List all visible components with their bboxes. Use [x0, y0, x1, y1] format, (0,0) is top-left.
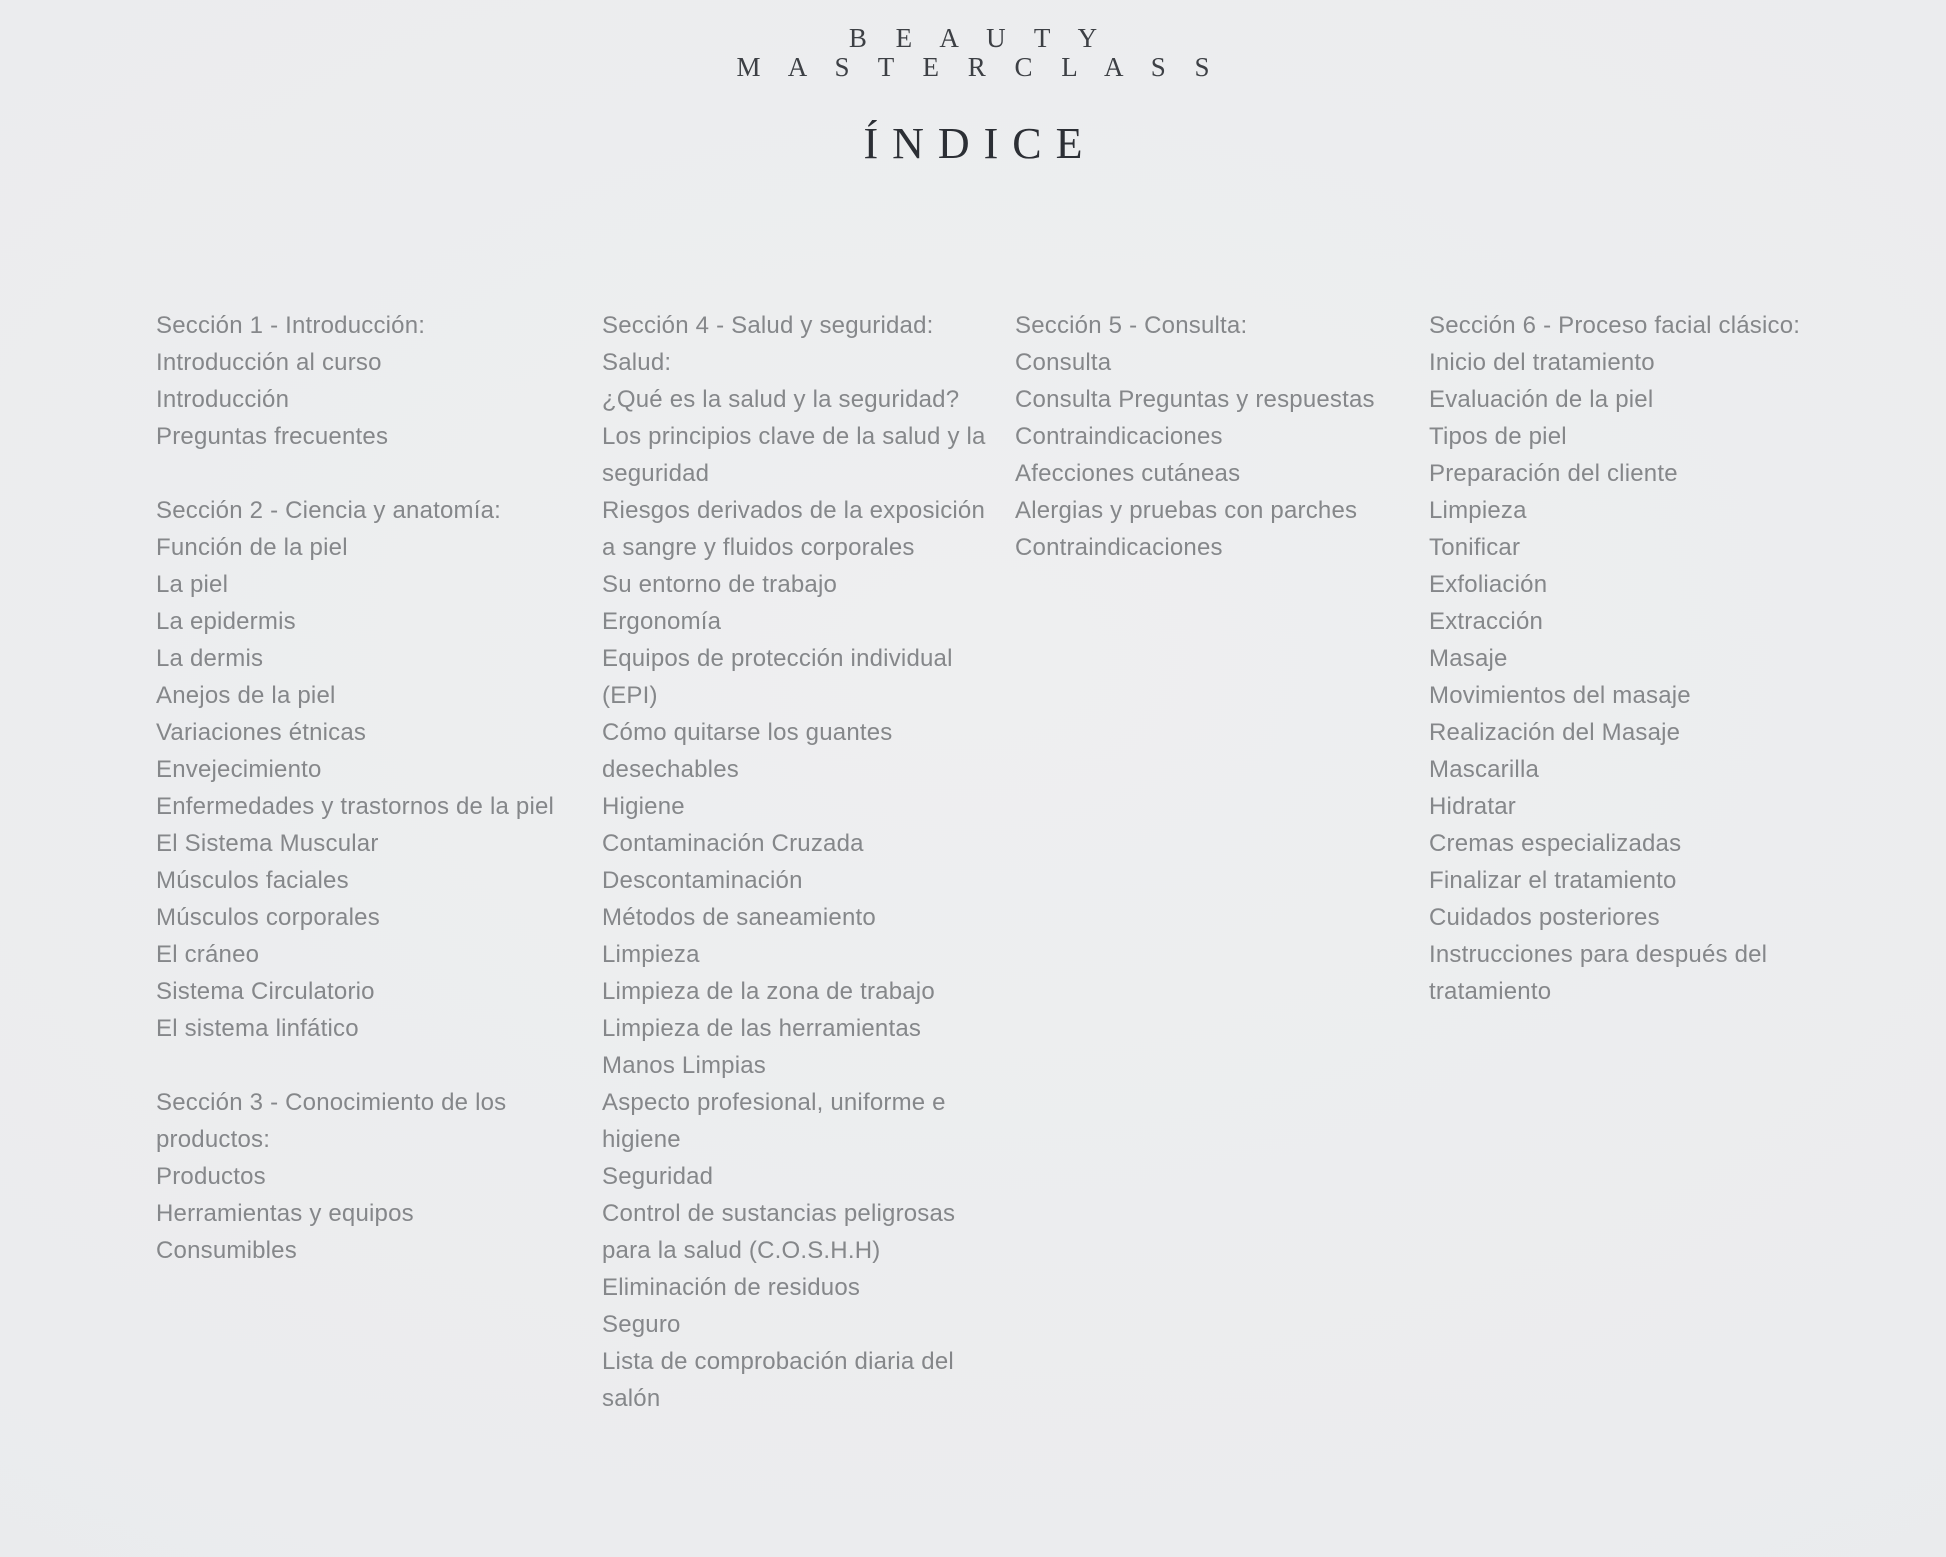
toc-section-heading: Sección 2 - Ciencia y anatomía: [156, 497, 502, 524]
toc-entry: Seguridad [602, 1163, 714, 1190]
toc-section [156, 307, 596, 455]
toc-section-heading: productos: [156, 1126, 271, 1153]
toc-entry: Limpieza de la zona de trabajo [602, 978, 935, 1005]
toc-entry: El cráneo [156, 941, 260, 968]
toc-entry: Contaminación Cruzada [602, 830, 864, 857]
toc-entry: Movimientos del masaje [1429, 682, 1691, 709]
toc-entry: Riesgos derivados de la exposición [602, 497, 986, 524]
toc-section-heading: Sección 3 - Conocimiento de los [156, 1089, 507, 1116]
toc-entry: Su entorno de trabajo [602, 571, 838, 598]
toc-entry: Los principios clave de la salud y la [602, 423, 986, 450]
toc-entry: ¿Qué es la salud y la seguridad? [602, 386, 960, 413]
toc-entry: Función de la piel [156, 534, 348, 561]
toc-entry: El Sistema Muscular [156, 830, 379, 857]
toc-section-heading: Sección 4 - Salud y seguridad: [602, 312, 934, 339]
toc-entry: Ergonomía [602, 608, 722, 635]
toc-entry: La piel [156, 571, 229, 598]
toc-entry: Cremas especializadas [1429, 830, 1682, 857]
toc-entry: Sistema Circulatorio [156, 978, 375, 1005]
toc-entry: Cómo quitarse los guantes [602, 719, 893, 746]
toc-section-heading: Sección 5 - Consulta: [1015, 312, 1248, 339]
toc-entry-continuation: (EPI) [602, 682, 658, 709]
toc-entry: Masaje [1429, 645, 1508, 672]
toc-entry: Instrucciones para después del [1429, 941, 1768, 968]
toc-section-heading: Sección 1 - Introducción: [156, 312, 426, 339]
toc-entry: Consulta Preguntas y respuestas [1015, 386, 1375, 413]
toc-entry-continuation: a sangre y fluidos corporales [602, 534, 915, 561]
toc-entry: Cuidados posteriores [1429, 904, 1660, 931]
toc-entry: Descontaminación [602, 867, 803, 894]
toc-entry: Variaciones étnicas [156, 719, 367, 746]
toc-entry: Evaluación de la piel [1429, 386, 1654, 413]
toc-column-3 [1015, 307, 1455, 566]
toc-entry: Tipos de piel [1429, 423, 1567, 450]
toc-entry: Manos Limpias [602, 1052, 767, 1079]
toc-entry: Inicio del tratamiento [1429, 349, 1655, 376]
toc-entry-continuation: seguridad [602, 460, 710, 487]
toc-entry: Músculos corporales [156, 904, 380, 931]
toc-column-4 [1429, 307, 1869, 1010]
toc-section-heading: Sección 6 - Proceso facial clásico: [1429, 312, 1801, 339]
toc-entry: Herramientas y equipos [156, 1200, 414, 1227]
toc-entry: Enfermedades y trastornos de la piel [156, 793, 555, 820]
toc-entry: Productos [156, 1163, 266, 1190]
toc-entry-continuation: salón [602, 1385, 661, 1412]
toc-section [1015, 307, 1455, 566]
toc-entry: Tonificar [1429, 534, 1521, 561]
toc-entry: Limpieza [602, 941, 700, 968]
toc-entry: Consulta [1015, 349, 1112, 376]
toc-entry-continuation: para la salud (C.O.S.H.H) [602, 1237, 881, 1264]
toc-section [602, 307, 1042, 1417]
toc-entry: Preguntas frecuentes [156, 423, 389, 450]
toc-entry: Aspecto profesional, uniforme e [602, 1089, 946, 1116]
toc-entry: Introducción [156, 386, 290, 413]
toc-section [156, 492, 596, 1047]
toc-section [1429, 307, 1869, 1010]
toc-entry-continuation: tratamiento [1429, 978, 1552, 1005]
brand-line-1: B E A U T Y [848, 23, 1109, 53]
toc-entry: Higiene [602, 793, 685, 820]
toc-entry: Lista de comprobación diaria del [602, 1348, 954, 1375]
toc-entry: Contraindicaciones [1015, 423, 1223, 450]
toc-entry: Salud: [602, 349, 672, 376]
toc-entry: Alergias y pruebas con parches [1015, 497, 1358, 524]
toc-entry: Preparación del cliente [1429, 460, 1678, 487]
toc-entry: Músculos faciales [156, 867, 349, 894]
toc-entry: Hidratar [1429, 793, 1516, 820]
toc-entry: Eliminación de residuos [602, 1274, 861, 1301]
page-title: ÍNDICE [863, 119, 1097, 168]
toc-column-1 [156, 307, 596, 1269]
toc-entry: Finalizar el tratamiento [1429, 867, 1677, 894]
toc-entry: Limpieza de las herramientas [602, 1015, 922, 1042]
brand-line-2: M A S T E R C L A S S [736, 52, 1221, 82]
toc-entry: La epidermis [156, 608, 296, 635]
toc-section [156, 1084, 596, 1269]
toc-entry-continuation: desechables [602, 756, 739, 783]
toc-entry: Mascarilla [1429, 756, 1540, 783]
toc-entry: Exfoliación [1429, 571, 1548, 598]
toc-entry: Seguro [602, 1311, 681, 1338]
toc-column-2 [602, 307, 1042, 1417]
toc-entry: Introducción al curso [156, 349, 382, 376]
toc-entry: Limpieza [1429, 497, 1527, 524]
toc-entry: La dermis [156, 645, 264, 672]
toc-entry: Equipos de protección individual [602, 645, 953, 672]
toc-entry: El sistema linfático [156, 1015, 359, 1042]
toc-entry: Extracción [1429, 608, 1544, 635]
toc-entry: Contraindicaciones [1015, 534, 1223, 561]
toc-entry: Consumibles [156, 1237, 297, 1264]
toc-entry: Afecciones cutáneas [1015, 460, 1241, 487]
toc-entry: Control de sustancias peligrosas [602, 1200, 956, 1227]
toc-entry: Métodos de saneamiento [602, 904, 876, 931]
toc-entry: Anejos de la piel [156, 682, 336, 709]
toc-entry: Realización del Masaje [1429, 719, 1681, 746]
toc-entry: Envejecimiento [156, 756, 322, 783]
toc-entry-continuation: higiene [602, 1126, 681, 1153]
